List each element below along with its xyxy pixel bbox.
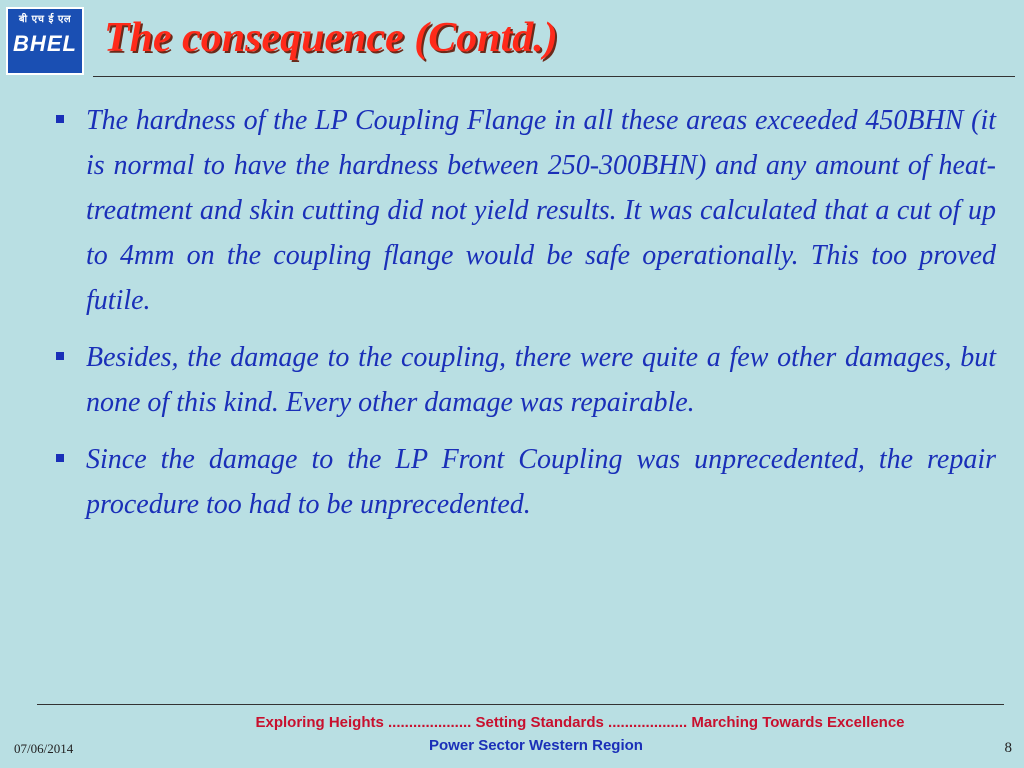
- bhel-logo-emblem: [8, 9, 82, 73]
- logo-hindi-text: बी एच ई एल: [18, 14, 72, 25]
- bullet-item: [54, 437, 996, 527]
- bullet-item: [54, 335, 996, 425]
- page-number: 8: [1004, 740, 1012, 756]
- slide-title: The consequence (Contd.): [104, 15, 558, 61]
- bullet-text: The hardness of the LP Coupling Flange in all these areas exceeded 450BHN (it is normal to have the hardness between 250-300BHN) and any amount of heat-treatment and skin cutting did not yield results. It was calculated that a cut of up to 4mm on the coupling flange would be safe operationally. This too proved futile.: [86, 105, 996, 316]
- footer-tagline: Exploring Heights .................... Setting Standards ................... Marching Towards Excellence: [255, 714, 905, 731]
- square-bullet-icon: [56, 454, 64, 462]
- footer-date: 07/06/2014: [14, 741, 74, 756]
- bullet-item: [54, 98, 996, 323]
- square-bullet-icon: [56, 115, 64, 123]
- bullet-list: [54, 98, 996, 539]
- bhel-logo: [6, 7, 84, 75]
- footer-divider: [37, 704, 1004, 705]
- square-bullet-icon: [56, 352, 64, 360]
- footer-region: Power Sector Western Region: [429, 737, 643, 754]
- logo-text: BHEL: [13, 31, 77, 56]
- bullet-text: Since the damage to the LP Front Coupling was unprecedented, the repair procedure too had to be unprecedented.: [86, 444, 996, 520]
- bullet-text: Besides, the damage to the coupling, there were quite a few other damages, but none of this kind. Every other damage was repairable.: [86, 342, 996, 418]
- title-divider: [93, 76, 1015, 77]
